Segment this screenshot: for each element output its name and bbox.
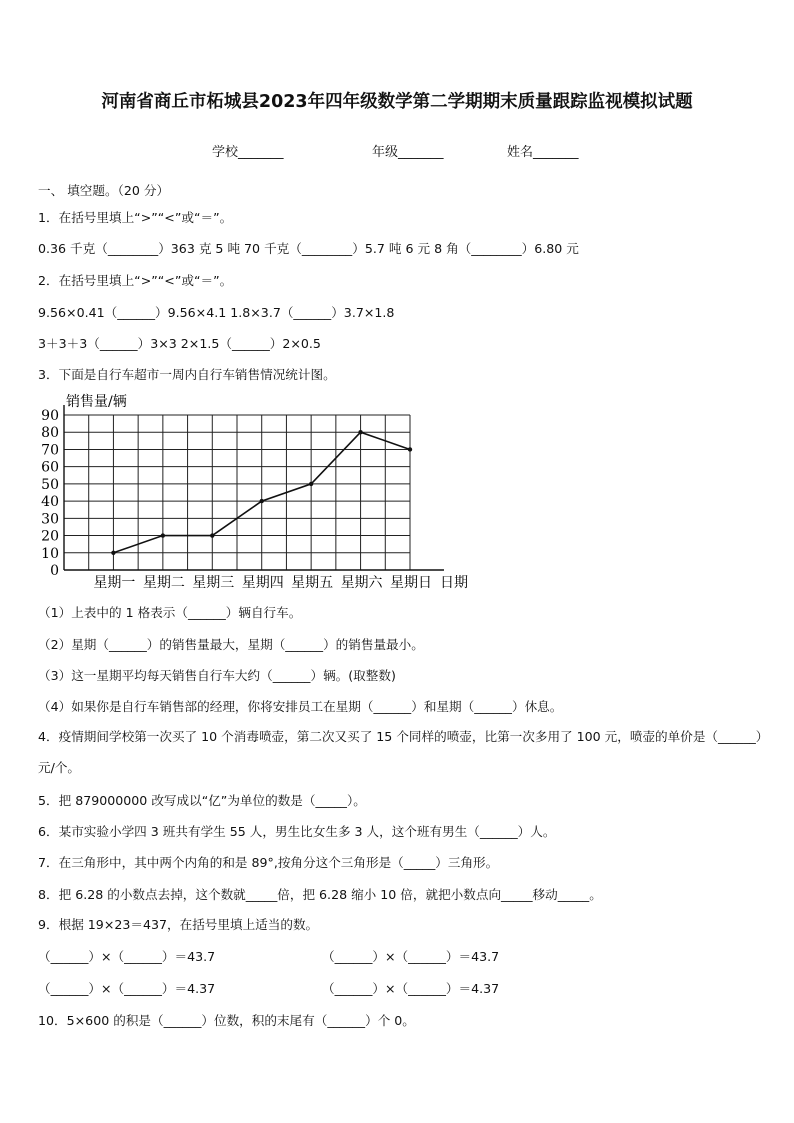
question-4: 4．疫情期间学校第一次买了 10 个消毒喷壶，第二次又买了 15 个同样的喷壶，比第一次多用了 100 元，喷壶的单价是（______）元/个。 <box>38 729 763 775</box>
question-9-d: （______）×（______）＝4.37 <box>322 981 500 996</box>
data-point <box>260 499 264 503</box>
data-point <box>161 533 165 537</box>
school-field[interactable]: 学校_______ <box>212 145 284 160</box>
question-2-row-2: 3＋3＋3（______）3×3 2×1.5（______）2×0.5 <box>38 336 321 351</box>
question-6: 6．某市实验小学四 3 班共有学生 55 人，男生比女生多 3 人，这个班有男生（______）人。 <box>38 824 556 839</box>
y-tick-label: 90 <box>41 408 59 424</box>
question-1-items: 0.36 千克（________）363 克 5 吨 70 千克（________）5.7 吨 6 元 8 角（________）6.80 元 <box>38 241 579 256</box>
data-point <box>309 482 313 486</box>
y-tick-label: 0 <box>50 563 59 579</box>
data-point <box>358 430 362 434</box>
x-tick-label: 星期六 <box>340 575 383 591</box>
question-7: 7．在三角形中，其中两个内角的和是 89°,按角分这个三角形是（_____）三角形。 <box>38 855 499 870</box>
question-8: 8．把 6.28 的小数点去掉，这个数就_____倍，把 6.28 缩小 10 倍，就把小数点向_____移动_____。 <box>38 887 602 902</box>
x-tick-label: 星期三 <box>192 575 235 591</box>
question-2-row-1: 9.56×0.41（______）9.56×4.1 1.8×3.7（______）3.7×1.8 <box>38 305 395 320</box>
x-tick-label: 星期二 <box>142 575 185 591</box>
x-tick-label: 星期四 <box>241 575 284 591</box>
question-3-sub-2: （2）星期（______）的销售量最大，星期（______）的销售量最小。 <box>38 637 424 652</box>
question-3-sub-1: （1）上表中的 1 格表示（______）辆自行车。 <box>38 605 302 620</box>
x-tick-label: 星期五 <box>291 575 334 591</box>
question-3-sub-4: （4）如果你是自行车销售部的经理，你将安排员工在星期（______）和星期（______）休息。 <box>38 699 563 714</box>
question-9-b: （______）×（______）＝43.7 <box>322 949 500 964</box>
sales-line-chart <box>30 393 480 593</box>
question-5: 5．把 879000000 改写成以“亿”为单位的数是（_____）。 <box>38 793 366 808</box>
data-point <box>408 447 412 451</box>
section-heading: 一、 填空题。（20 分） <box>38 183 170 198</box>
y-tick-label: 80 <box>41 425 59 442</box>
data-point <box>111 551 115 555</box>
page-title: 河南省商丘市柘城县2023年四年级数学第二学期期末质量跟踪监视模拟试题 <box>101 92 693 112</box>
y-axis-label: 销售量/辆 <box>66 394 127 410</box>
question-1-prompt: 1．在括号里填上“>”“<”或“＝”。 <box>38 210 233 225</box>
grade-field[interactable]: 年级_______ <box>372 145 444 160</box>
data-point <box>210 533 214 537</box>
name-field[interactable]: 姓名_______ <box>507 145 579 160</box>
question-9-c: （______）×（______）＝4.37 <box>38 981 216 996</box>
y-tick-label: 30 <box>41 511 59 528</box>
y-tick-label: 40 <box>41 494 59 511</box>
question-9-a: （______）×（______）＝43.7 <box>38 949 216 964</box>
question-2-prompt: 2．在括号里填上“>”“<”或“＝”。 <box>38 273 233 288</box>
y-tick-label: 60 <box>41 459 59 476</box>
y-tick-label: 50 <box>41 476 59 493</box>
x-tick-label: 星期一 <box>93 575 136 591</box>
x-axis-label: 日期 <box>440 575 468 591</box>
y-tick-label: 70 <box>41 442 59 459</box>
y-tick-label: 10 <box>41 545 59 562</box>
question-3-prompt: 3．下面是自行车超市一周内自行车销售情况统计图。 <box>38 367 336 382</box>
chart-svg <box>30 393 480 593</box>
question-3-sub-3: （3）这一星期平均每天销售自行车大约（______）辆。(取整数) <box>38 668 396 683</box>
question-10: 10．5×600 的积是（______）位数，积的末尾有（______）个 0。 <box>38 1013 415 1028</box>
y-tick-label: 20 <box>41 528 59 545</box>
question-9-prompt: 9．根据 19×23＝437，在括号里填上适当的数。 <box>38 917 319 932</box>
x-tick-label: 星期日 <box>390 575 432 591</box>
